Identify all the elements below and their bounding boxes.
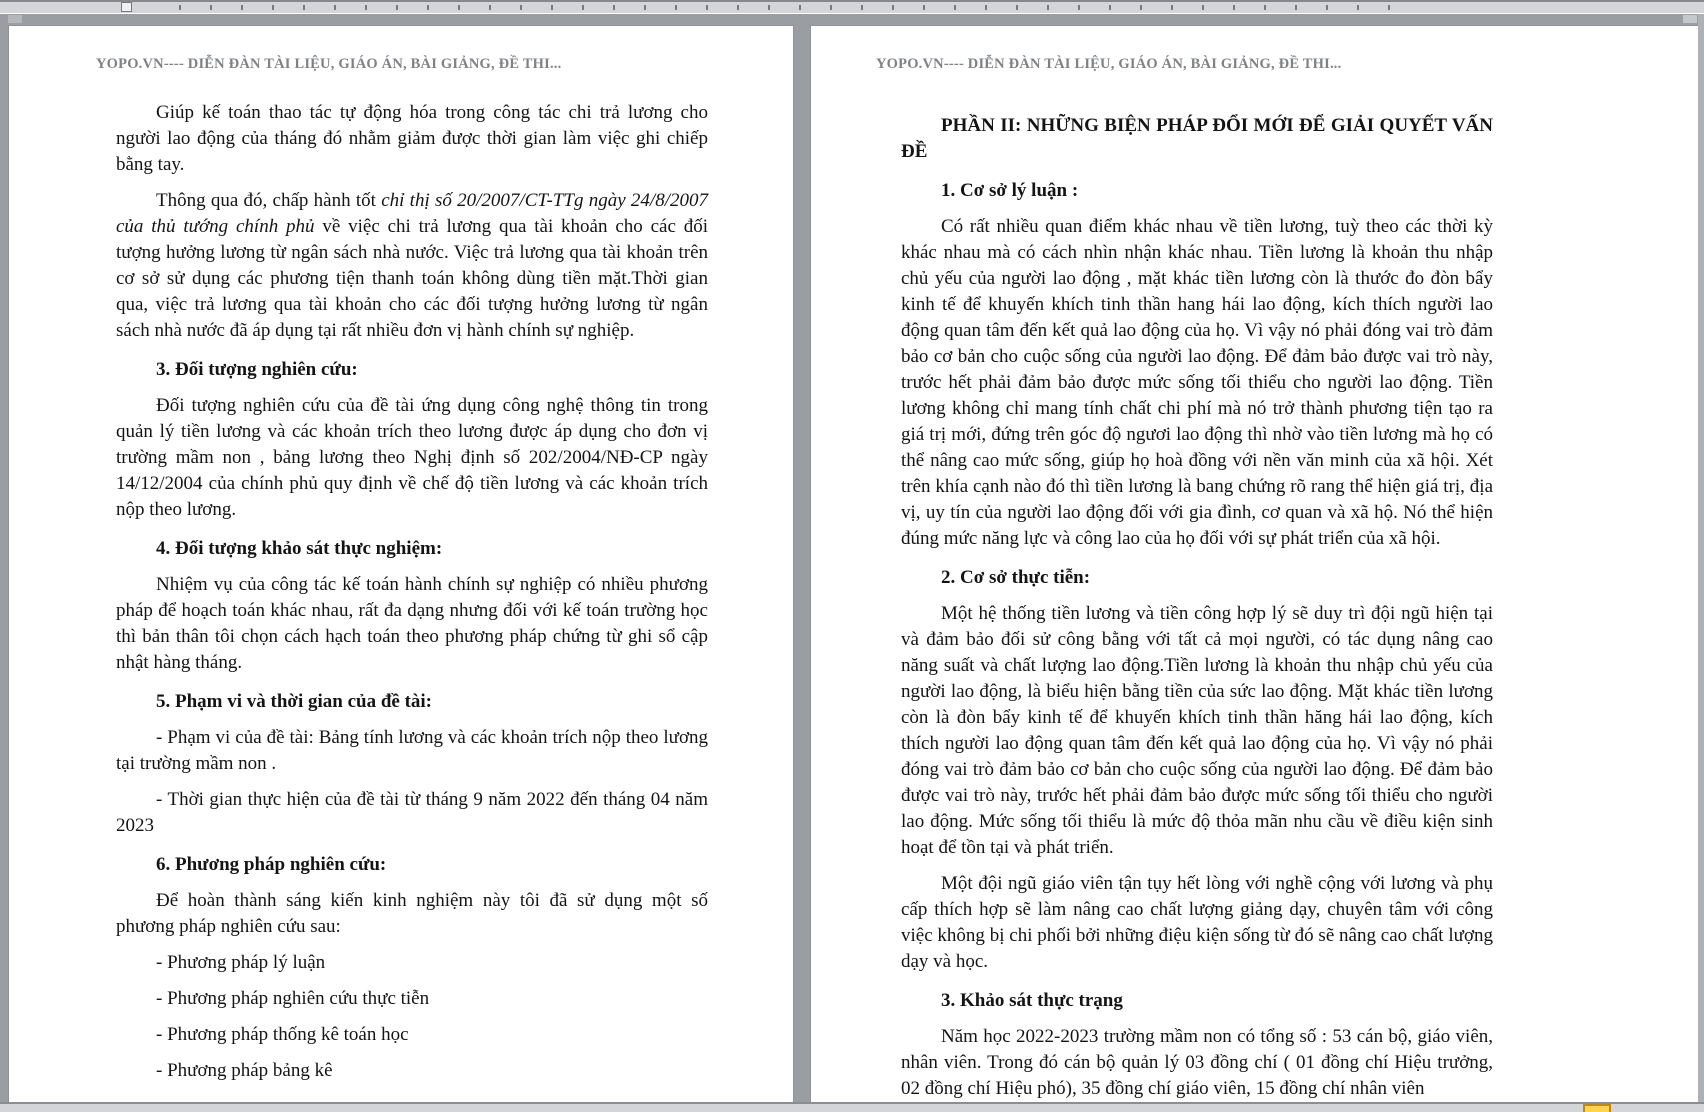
text-run: Đối tượng nghiên cứu của đề tài ứng dụng công nghệ thông tin trong quản lý tiền lương và các khoản trích theo lương được áp dụng cho đơn vị trường mầm non , bảng lương theo Nghị định số 202/2004/NĐ-CP ngày 14/12/2004 của chính phủ quy định về chế độ tiền lương và các khoản trích nộp theo lương. [116,395,708,520]
vertical-scrollbar[interactable] [1698,14,1704,1104]
page-body [901,100,1493,1104]
heading[interactable] [116,357,708,383]
paragraph[interactable] [116,787,708,839]
ruler-ticks [150,5,1395,10]
paragraph[interactable] [116,188,708,344]
heading[interactable] [901,988,1493,1014]
text-run: 5. Phạm vi và thời gian của đề tài: [156,691,433,712]
paragraph[interactable] [116,950,708,976]
text-run: 3. Đối tượng nghiên cứu: [156,359,358,380]
document-page-left[interactable] [8,25,794,1104]
text-run: - Phương pháp lý luận [156,952,326,973]
text-run: Một hệ thống tiền lương và tiền công hợp lý sẽ duy trì đội ngũ hiện tại và đảm bảo đối sử công bằng với tất cả mọi người, có tác dụng nâng cao năng suất và chất lượng lao động.Tiền lương là khoản thu nhập chủ yếu của người lao động, là biểu hiện bằng tiền của sức lao động. Mặt khác tiền lương còn là đòn bẩy kinh tế để khuyến khích tinh thần hăng hái lao động, kích thích người lao động quan tâm đến kết quả lao động của họ. Vì vậy nó phải đóng vai trò đảm bảo cơ bản cho cuộc sống của người lao động. Để đảm bảo được vai trò này, trước hết phải đảm bảo được mức sống tối thiểu cho người lao động. Mức sống tối thiểu là mức độ thỏa mãn nhu cầu về điều kiện sinh hoạt để tồn tại và phát triển. [901,603,1493,858]
horizontal-scrollbar[interactable] [0,1102,1704,1112]
text-run: về việc chi trả lương qua tài khoản cho các đối tượng hưởng lương từ ngân sách nhà nước. Việc trả lương qua tài khoản trên cơ sở sử dụng các phương tiện thanh toán không dùng tiền mặt.Thời gian qua, việc trả lương qua tài khoản cho các đối tượng hưởng lương từ ngân sách nhà nước đã áp dụng tại rất nhiều đơn vị hành chính sự nghiệp. [116,216,708,341]
text-run: 1. Cơ sở lý luận : [941,180,1079,201]
paragraph[interactable] [116,572,708,676]
text-run: - Thời gian thực hiện của đề tài từ tháng 9 năm 2022 đến tháng 04 năm 2023 [116,789,708,836]
text-run: - Phương pháp thống kê toán học [156,1024,409,1045]
paragraph[interactable] [901,1024,1493,1102]
text-run: Để hoàn thành sáng kiến kinh nghiệm này tôi đã sử dụng một số phương pháp nghiên cứu sau: [116,890,708,937]
text-run: Giúp kế toán thao tác tự động hóa trong công tác chi trả lương cho người lao động của tháng đó nhằm giảm được thời gian làm việc ghi chiếp bằng tay. [116,102,708,175]
text-run: Có rất nhiều quan điểm khác nhau về tiền lương, tuỳ theo các thời kỳ khác nhau mà có cách nhìn nhận khác nhau. Tiền lương là khoản thu nhập chủ yếu của người lao động , mặt khác tiền lương còn là thước đo đòn bẩy kinh tế để khuyến khích tinh thần hang hái lao động, kích thích người lao động quan tâm đến kết quả lao động của họ. Vì vậy nó phải đóng vai trò đảm bảo cơ bản cho cuộc sống của người lao động. Để đảm bảo được vai trò này, trước hết phải đảm bảo được mức sống tối thiểu cho người lao động. Tiền lương không chỉ mang tính chất chi phí mà nó trở thành phương tiện tạo ra giá trị mới, đứng trên góc độ ngươi lao động thì nhờ vào tiền lương mà họ có thể nâng cao mức sống, giúp họ hoà đồng với nền văn minh của xã hội. Xét trên khía cạnh nào đó thì tiền lương là bang chứng rõ rang thể hiện giá trị, địa vị, uy tín của người lao động đối với gia đình, cơ quan và xã hộ. Nó thể hiện đúng mức năng lực và công lao của họ đối với sự phát triển của xã hội. [901,216,1493,549]
page-body [116,100,708,1094]
heading[interactable] [901,178,1493,204]
horizontal-ruler[interactable] [0,2,1704,14]
paragraph[interactable] [116,393,708,523]
status-indicator-icon[interactable] [1583,1104,1611,1112]
document-page-right[interactable] [810,25,1699,1104]
paragraph[interactable] [901,871,1493,975]
text-run: - Phương pháp bảng kê [156,1060,333,1081]
ruler-tab-marker[interactable] [121,2,132,12]
workspace-background [0,14,1704,25]
text-run: Thông qua đó, chấp hành tốt [156,190,382,211]
page-header: YOPO.VN---- DIỄN ĐÀN TÀI LIỆU, GIÁO ÁN, BÀI GIẢNG, ĐỀ THI... [876,56,1342,72]
text-run: PHẦN II: NHỮNG BIỆN PHÁP ĐỔI MỚI ĐỂ GIẢI QUYẾT VẤN ĐỀ [901,115,1493,162]
text-run: 4. Đối tượng khảo sát thực nghiệm: [156,538,443,559]
paragraph[interactable] [116,1022,708,1048]
text-run: - Phạm vi của đề tài: Bảng tính lương và các khoản trích nộp theo lương tại trường mầm non . [116,727,708,774]
heading[interactable] [901,113,1493,165]
text-run: 6. Phương pháp nghiên cứu: [156,854,387,875]
text-run: Nhiệm vụ của công tác kế toán hành chính sự nghiệp có nhiều phương pháp để hoạch toán khác nhau, rất đa dạng nhưng đối với kế toán trường học thì bản thân tôi chọn cách hạch toán theo phương pháp chứng từ ghi sổ cập nhật hàng tháng. [116,574,708,673]
scroll-button-right[interactable] [1683,15,1697,23]
page-header: YOPO.VN---- DIỄN ĐÀN TÀI LIỆU, GIÁO ÁN, BÀI GIẢNG, ĐỀ THI... [96,56,562,72]
text-run: Năm học 2022-2023 trường mầm non có tổng số : 53 cán bộ, giáo viên, nhân viên. Trong đó cán bộ quản lý 03 đồng chí ( 01 đồng chí Hiệu trưởng, 02 đồng chí Hiệu phó), 35 đồng chí giáo viên, 15 đồng chí nhân viên [901,1026,1493,1099]
text-run: - Phương pháp nghiên cứu thực tiễn [156,988,430,1009]
paragraph[interactable] [116,986,708,1012]
paragraph[interactable] [116,888,708,940]
paragraph[interactable] [116,100,708,178]
heading[interactable] [116,852,708,878]
heading[interactable] [116,536,708,562]
text-run: Một đội ngũ giáo viên tận tụy hết lòng với nghề cộng với lương và phụ cấp thích hợp sẽ làm nâng cao chất lượng giảng dạy, chuyên tâm với công việc không bị chi phối bởi những điệu kiện sống từ đó sẽ nâng cao chất lượng dạy và học. [901,873,1493,972]
heading[interactable] [116,689,708,715]
paragraph[interactable] [901,214,1493,552]
heading[interactable] [901,565,1493,591]
italic-text-run: chỉ thị số 20/2007/CT-TTg ngày 24/8/2007 của thủ tướng chính phủ [116,190,708,237]
paragraph[interactable] [901,601,1493,861]
paragraph[interactable] [116,725,708,777]
scroll-button-left[interactable] [8,15,22,23]
text-run: 3. Khảo sát thực trạng [941,990,1123,1011]
text-run: 2. Cơ sở thực tiễn: [941,567,1091,588]
paragraph[interactable] [116,1058,708,1084]
